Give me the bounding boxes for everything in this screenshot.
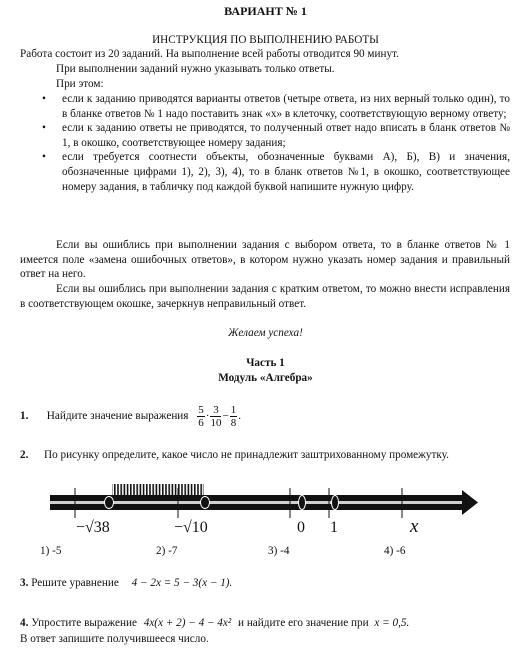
bullet-icon: • [42, 93, 46, 105]
axis-arrow-icon [462, 490, 478, 515]
intro-text: Работа состоит из 20 заданий. На выполнение всей работы отводится 90 минут. [20, 48, 399, 60]
instruction-bullets [20, 92, 510, 194]
task-4-line2: В ответ запишите получившееся число. [20, 633, 209, 645]
module-title: Модуль «Алгебра» [218, 372, 313, 384]
task-4-text: Упростите выражение [31, 617, 137, 629]
condition: x = 0,5. [374, 617, 410, 629]
task-number: 3. [20, 577, 29, 589]
label-sqrt10: −√10 [174, 519, 208, 536]
answers-only-text: При выполнении заданий нужно указывать только ответы. [56, 63, 335, 75]
multiply-sign: · [205, 410, 210, 423]
number-line-figure [50, 480, 490, 542]
expression: 4x(x + 2) − 4 − 4x² [143, 617, 232, 629]
answer-option-2[interactable]: 2) -7 [156, 545, 178, 557]
variant-title: ВАРИАНТ № 1 [224, 4, 307, 18]
mistake-short-text: Если вы ошиблись при выполнении задания с кратким ответом, то можно внести исправления в соответствующем окошке, зачеркнув неправильный ответ. [20, 283, 510, 310]
answer-option-4[interactable]: 4) -6 [384, 545, 406, 557]
point-zero [299, 496, 306, 510]
wish-text: Желаем успеха! [228, 327, 303, 339]
endpoint-sqrt38 [105, 497, 114, 509]
answer-option-3[interactable]: 3) -4 [268, 545, 290, 557]
task-2-text: По рисунку определите, какое число не принадлежит заштрихованному промежутку. [44, 449, 449, 461]
fraction-2: $\frac{3}{10}$ [210, 404, 222, 429]
task-1-text: Найдите значение выражения [46, 410, 189, 423]
label-one: 1 [330, 519, 338, 536]
endpoint-sqrt10 [201, 497, 210, 509]
task-4-text-b: и найдите его значение при [238, 617, 369, 629]
task-number: 4. [20, 617, 29, 629]
instruction-title: ИНСТРУКЦИЯ ПО ВЫПОЛНЕНИЮ РАБОТЫ [152, 34, 379, 46]
part-title: Часть 1 [246, 357, 285, 369]
task-3-text: Решите уравнение [31, 577, 119, 589]
mistake-choice-text: Если вы ошиблись при выполнении задания с выбором ответа, то в бланке ответов № 1 имеется поле «замена ошибочных ответов», в котором нужно указать номер задания и правильный ответ на него. [20, 239, 510, 281]
task-1: 1. Найдите значение выражения $\frac{5}{6}$ · $\frac{3}{10}$ − $\frac{1}{8}$ . [20, 404, 242, 429]
list-item: • если требуется соотнести объекты, обозначенные буквами А), Б), В) и значения, обозначенные цифрами 1), 2), 3), 4), то в бланк ответов №1, в окошко, соответствующее номеру задания, в табличку под каждой буквой напишите нужную цифру. [42, 151, 510, 193]
fraction-3: $\frac{1}{8}$ [230, 404, 237, 429]
label-sqrt38: −√38 [76, 519, 110, 536]
task-number: 1. [20, 410, 29, 423]
task-3 [20, 576, 232, 591]
point-one [332, 496, 339, 510]
list-item: • если к заданию ответы не приводятся, то полученный ответ надо вписать в бланк ответов № 1, в окошко, соответствующее номеру задания; [42, 122, 510, 149]
bullet-icon: • [42, 151, 46, 164]
hatched-interval [112, 484, 204, 495]
answer-option-1[interactable]: 1) -5 [40, 545, 62, 557]
list-item: • если к заданию приводятся варианты ответов (четыре ответа, из них верный только один), то в бланке ответов № 1 надо поставить знак «x» в клеточку, соответствующую верному ответу; [42, 93, 510, 120]
label-x: x [410, 516, 419, 537]
minus-sign: − [222, 410, 229, 423]
task-4 [20, 616, 515, 631]
also-text: При этом: [56, 78, 104, 90]
label-zero: 0 [297, 519, 305, 536]
fraction-1: $\frac{5}{6}$ [198, 404, 204, 429]
bullet-icon: • [42, 122, 46, 135]
task-number: 2. [20, 449, 29, 461]
equation: 4 − 2x = 5 − 3(x − 1). [131, 577, 233, 589]
